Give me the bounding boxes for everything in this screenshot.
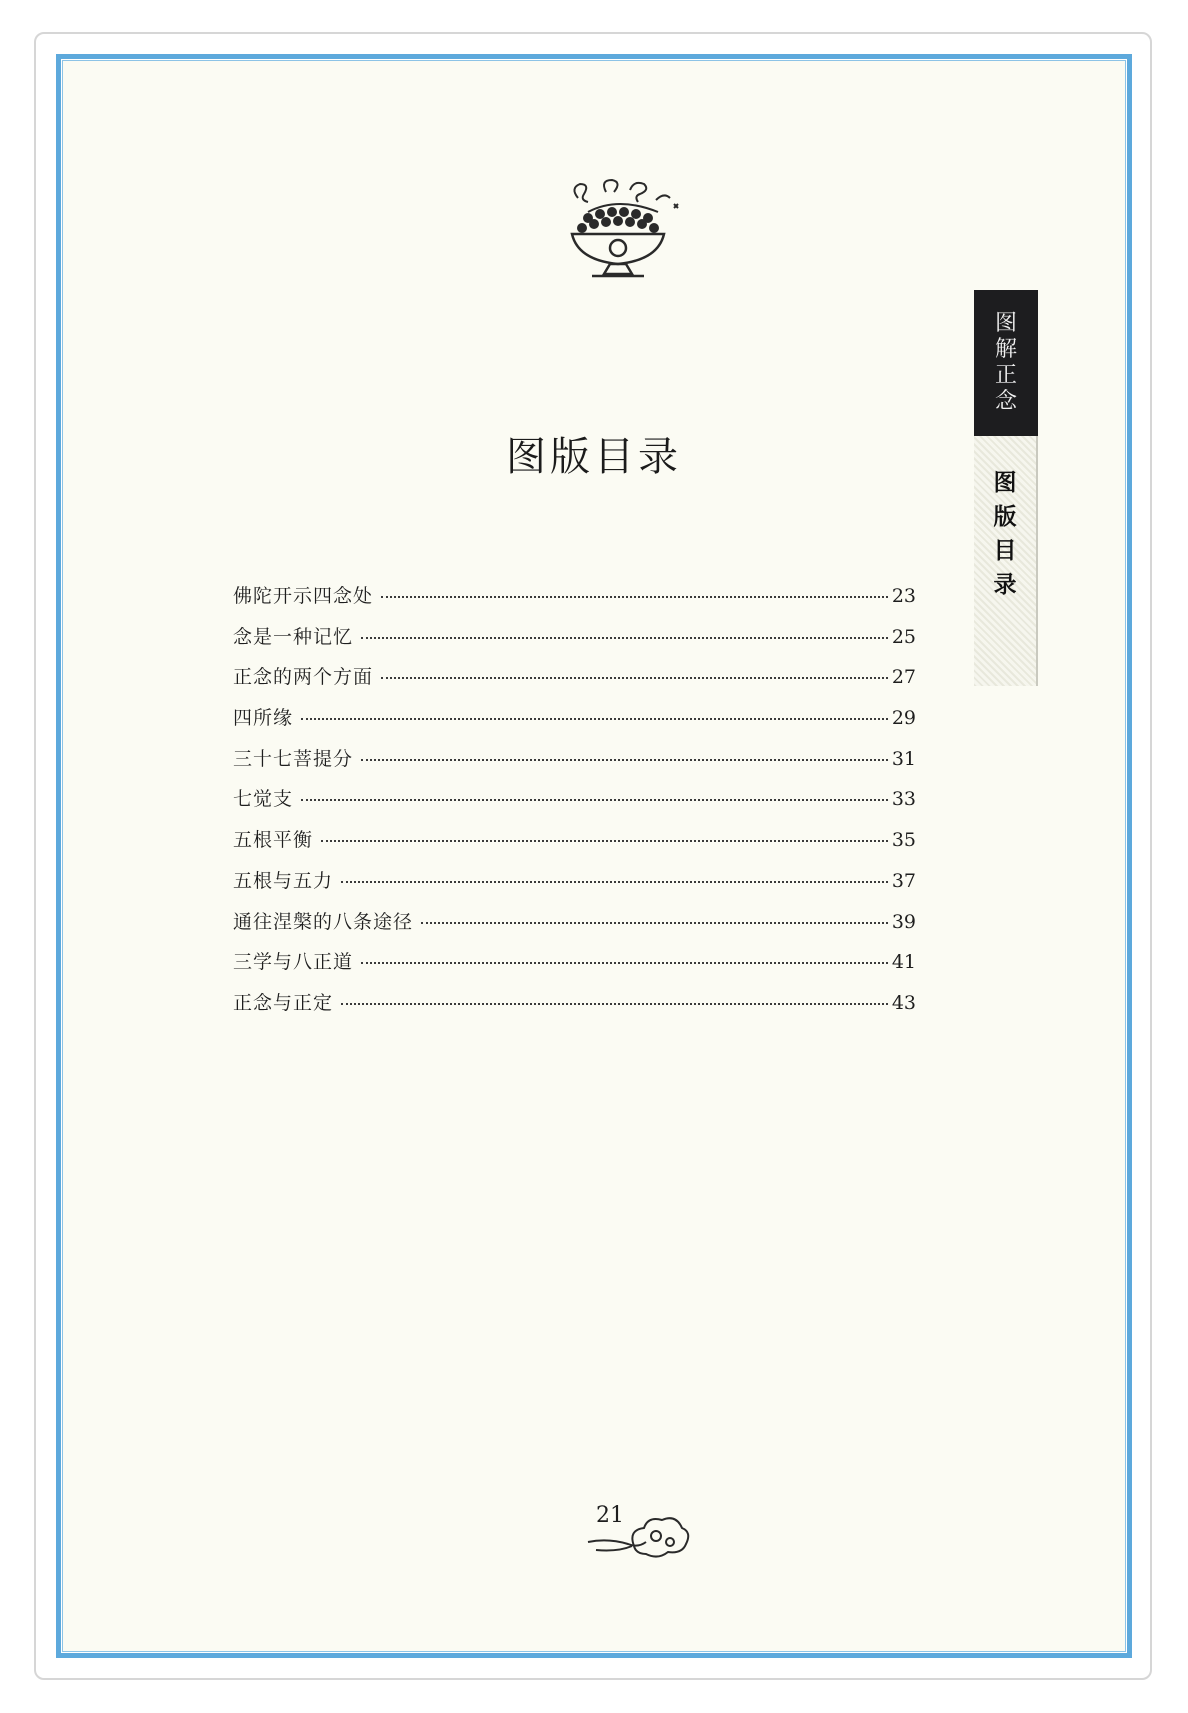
toc-entry-label: 正念与正定	[233, 991, 334, 1014]
section-char: 录	[993, 572, 1017, 598]
section-tab	[974, 436, 1038, 686]
toc-entry-page: 29	[891, 707, 916, 730]
toc-entry-label: 通往涅槃的八条途径	[233, 910, 414, 933]
toc-entry[interactable]	[233, 947, 916, 988]
table-of-contents	[233, 581, 916, 1029]
toc-entry-page: 27	[891, 666, 916, 689]
toc-leader	[301, 799, 888, 801]
book-title-char: 念	[994, 389, 1017, 414]
toc-leader	[381, 596, 888, 598]
toc-entry-label: 正念的两个方面	[233, 666, 374, 689]
toc-entry[interactable]	[233, 866, 916, 907]
toc-leader	[361, 962, 888, 964]
toc-entry-label: 佛陀开示四念处	[233, 585, 374, 607]
toc-leader	[361, 759, 888, 761]
toc-entry-label: 三学与八正道	[233, 951, 354, 974]
toc-entry-page: 35	[891, 829, 916, 852]
toc-entry-page: 37	[891, 869, 916, 892]
toc-entry-label: 五根与五力	[233, 869, 334, 892]
toc-leader	[361, 637, 888, 639]
toc-entry-label: 四所缘	[233, 707, 294, 730]
toc-entry[interactable]	[233, 907, 916, 948]
toc-entry[interactable]	[233, 581, 916, 622]
book-title-char: 图	[994, 311, 1017, 336]
toc-entry-label: 念是一种记忆	[233, 625, 354, 648]
toc-entry-label: 三十七菩提分	[233, 747, 354, 770]
book-title-char: 解	[994, 337, 1017, 362]
toc-entry-page: 33	[891, 788, 916, 811]
toc-entry-page: 31	[891, 747, 916, 770]
book-title-tab	[974, 290, 1038, 436]
toc-entry-page: 43	[891, 991, 916, 1014]
toc-entry-page: 23	[891, 585, 916, 607]
section-char: 版	[993, 504, 1017, 530]
toc-leader	[381, 677, 888, 679]
toc-entry[interactable]	[233, 988, 916, 1029]
toc-leader	[341, 881, 888, 883]
section-char: 目	[993, 538, 1017, 564]
toc-entry-label: 七觉支	[233, 788, 294, 811]
toc-entry[interactable]	[233, 825, 916, 866]
toc-leader	[341, 1003, 888, 1005]
cloud-icon	[586, 1512, 692, 1562]
page-title: 图版目录	[506, 434, 682, 480]
toc-entry-page: 25	[891, 625, 916, 648]
toc-leader	[421, 922, 888, 924]
toc-entry[interactable]	[233, 784, 916, 825]
toc-entry[interactable]	[233, 703, 916, 744]
offering-bowl-icon	[548, 178, 688, 298]
page-number: 21	[596, 1503, 624, 1528]
toc-entry[interactable]	[233, 662, 916, 703]
book-title-char: 正	[994, 363, 1017, 388]
toc-entry[interactable]	[233, 622, 916, 663]
toc-entry[interactable]	[233, 744, 916, 785]
toc-leader	[301, 718, 888, 720]
toc-entry-page: 41	[891, 951, 916, 974]
toc-entry-page: 39	[891, 910, 916, 933]
section-char: 图	[993, 470, 1017, 496]
toc-leader	[321, 840, 888, 842]
toc-entry-label: 五根平衡	[233, 829, 314, 852]
